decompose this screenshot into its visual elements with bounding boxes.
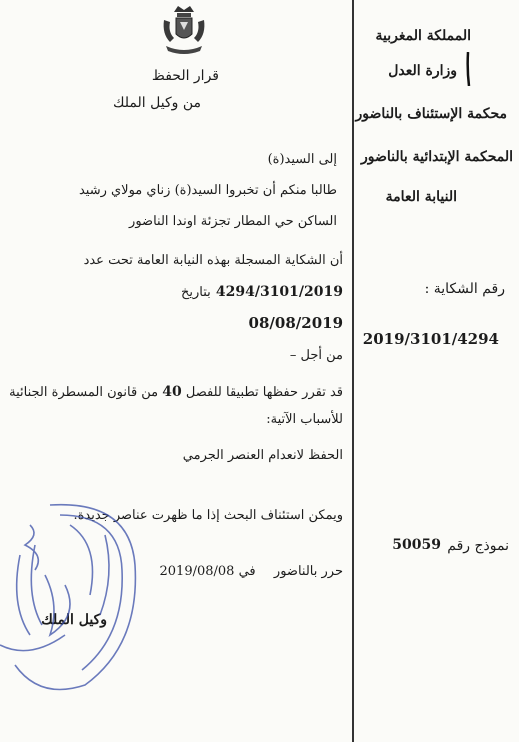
column-divider [352,0,354,742]
article-number: 40 [162,384,182,400]
appeal-court-name: محكمة الإستئناف بالناضور [355,106,507,122]
official-stamp-icon [0,485,140,700]
decision-text-a: قد تقرر حفظها تطبيقا للفصل [185,385,343,400]
reference-line [181,281,343,300]
written-at-label: حرر بالناضور [273,564,343,579]
decision-issuer: من وكيل الملك [113,95,201,111]
form-number: 50059 [392,537,441,553]
body-line-2: الساكن حي المطار تجزئة اوندا الناضور [129,214,337,229]
ministry-name: وزارة العدل [388,63,457,79]
form-label: نموذج رقم [447,538,509,554]
reference-number: 4294/3101/2019 [215,284,343,300]
kingdom-title: المملكة المغربية [375,28,471,44]
written-date: 2019/08/08 [159,564,235,579]
written-at-line [160,564,344,579]
prosecution-name: النيابة العامة [385,189,457,205]
handwritten-mark-icon [465,52,471,86]
reasons-label: للأسباب الآتية: [266,412,343,427]
complaint-date: 08/08/2019 [248,314,343,332]
decision-line [9,384,343,400]
for-label: من أجل – [289,348,343,363]
on-label: في [238,564,256,579]
decision-text-b: من قانون المسطرة الجنائية [9,385,159,400]
decision-title: قرار الحفظ [151,68,219,84]
date-word: بتاريخ [180,285,211,300]
royal-crest-icon [160,4,208,56]
first-instance-court-name: المحكمة الإبتدائية بالناضور [360,149,513,165]
recipient-line: إلى السيد(ة) [267,152,337,167]
complaint-number: 2019/3101/4294 [362,330,499,348]
body-line-3: أن الشكاية المسجلة بهذه النيابة العامة تحت عدد [83,253,343,268]
signer-title: وكيل الملك [41,612,107,628]
body-line-1: طالبا منكم أن تخبروا السيد(ة) زناي مولاي رشيد [78,183,337,198]
complaint-label: رقم الشكاية : [424,281,505,297]
resume-text: ويمكن استئناف البحث إذا ما ظهرت عناصر جديدة. [73,508,343,523]
reason-text: الحفظ لانعدام العنصر الجرمي [182,448,343,463]
